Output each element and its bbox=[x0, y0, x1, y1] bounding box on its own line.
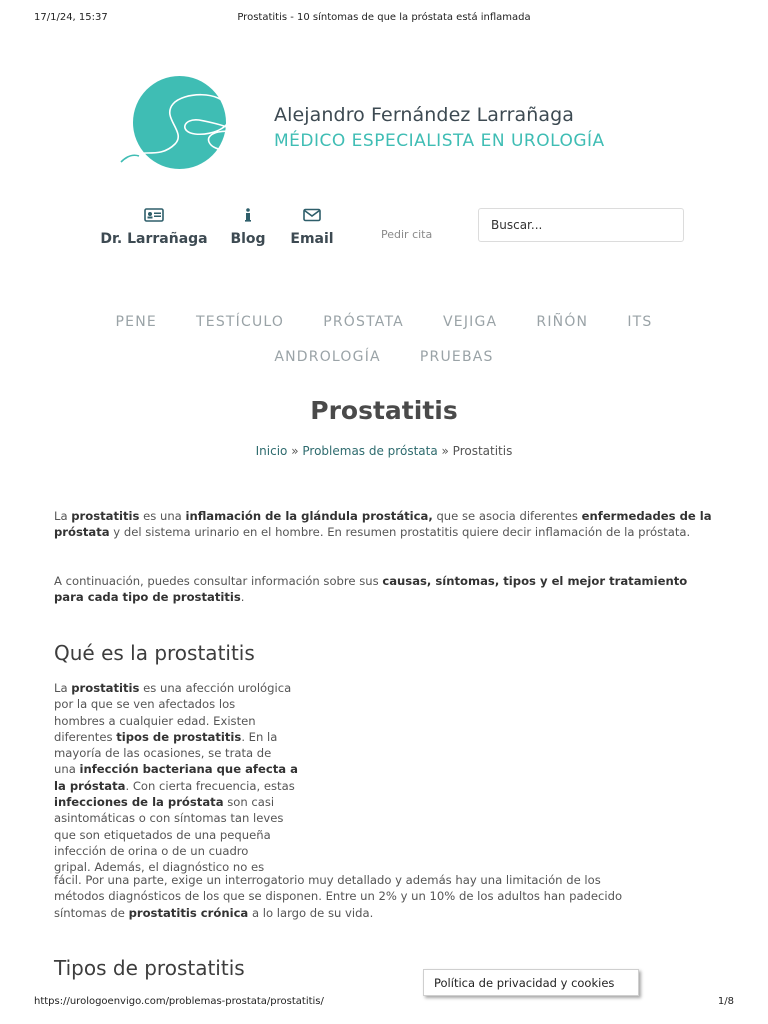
menu-item-pene[interactable]: PENE bbox=[115, 314, 157, 330]
bold-text: prostatitis bbox=[71, 509, 140, 523]
text-line bbox=[54, 778, 334, 794]
menu-item-andrologia[interactable]: ANDROLOGÍA bbox=[274, 349, 381, 365]
text-run: síntomas de bbox=[54, 905, 129, 920]
menu-item-vejiga[interactable]: VEJIGA bbox=[443, 314, 498, 330]
menu-item-prostata[interactable]: PRÓSTATA bbox=[323, 314, 404, 330]
breadcrumb-current: Prostatitis bbox=[452, 444, 513, 458]
bold-text: infecciones de la próstata bbox=[54, 795, 224, 810]
text-run: diferentes bbox=[54, 729, 117, 744]
print-header bbox=[0, 0, 768, 30]
text-line bbox=[54, 905, 716, 921]
main-menu-row-2 bbox=[0, 346, 768, 365]
search-input[interactable]: Buscar... bbox=[478, 208, 684, 242]
print-page-number: 1/8 bbox=[717, 996, 734, 1007]
text-run: . Con cierta frecuencia, estas bbox=[125, 778, 295, 793]
nav-email[interactable] bbox=[286, 206, 338, 247]
breadcrumb-parent-link[interactable]: Problemas de próstata bbox=[302, 444, 438, 458]
text-run: infección de orina o de un cuadro bbox=[54, 843, 249, 858]
text-line bbox=[54, 680, 334, 696]
bold-text: causas, síntomas, tipos y el mejor tratamiento para cada tipo de prostatitis bbox=[54, 574, 688, 604]
text-run: y del sistema urinario en el hombre. En resumen prostatitis quiere decir inflamación de la próstata. bbox=[109, 525, 691, 539]
info-icon bbox=[243, 206, 253, 224]
nav-blog[interactable] bbox=[226, 206, 270, 247]
nav-label: Blog bbox=[230, 231, 266, 247]
print-url: https://urologoenvigo.com/problemas-prostata/prostatitis/ bbox=[34, 996, 324, 1007]
page-title: Prostatitis bbox=[310, 396, 458, 425]
text-line bbox=[54, 745, 334, 761]
text-run: son casi bbox=[223, 795, 275, 810]
text-run: métodos diagnósticos de los que se disponen. Entre un 2% y un 10% de los adultos han padecido bbox=[54, 889, 623, 904]
intro-paragraph-1 bbox=[54, 508, 716, 540]
envelope-icon bbox=[303, 206, 321, 224]
text-line bbox=[54, 843, 334, 859]
text-run: por la que se ven afectados los bbox=[54, 697, 236, 712]
top-navigation bbox=[0, 206, 768, 256]
bold-text: tipos de prostatitis bbox=[116, 729, 242, 744]
print-doc-title: Prostatitis - 10 síntomas de que la próstata está inflamada bbox=[237, 12, 531, 23]
nav-label: Email bbox=[290, 231, 334, 247]
breadcrumb-separator: » bbox=[287, 444, 303, 458]
menu-item-pruebas[interactable]: PRUEBAS bbox=[419, 349, 494, 365]
bold-text: inflamación de la glándula prostática, bbox=[185, 509, 433, 523]
text-run: La bbox=[54, 509, 72, 523]
bold-text: prostatitis crónica bbox=[128, 905, 249, 920]
print-datetime: 17/1/24, 15:37 bbox=[34, 12, 108, 23]
text-run: A continuación, puedes consultar información sobre sus bbox=[54, 574, 383, 588]
text-run: que se asocia diferentes bbox=[432, 509, 582, 523]
text-run: a lo largo de su vida. bbox=[248, 905, 374, 920]
brand-subtitle: MÉDICO ESPECIALISTA EN UROLOGÍA bbox=[274, 131, 605, 151]
menu-item-rinon[interactable]: RIÑÓN bbox=[536, 314, 589, 330]
breadcrumb-home-link[interactable]: Inicio bbox=[255, 444, 288, 458]
menu-item-its[interactable]: ITS bbox=[627, 314, 653, 330]
text-run: fácil. Por una parte, exige un interrogatorio muy detallado y además hay una limitación de los bbox=[54, 873, 601, 887]
pedir-cita-link[interactable]: Pedir cita bbox=[381, 228, 433, 241]
logo-signature-icon bbox=[117, 74, 267, 174]
text-run: La bbox=[54, 681, 72, 695]
site-logo[interactable] bbox=[117, 74, 617, 174]
text-line bbox=[54, 872, 716, 888]
cookie-policy-button[interactable]: Política de privacidad y cookies bbox=[423, 969, 639, 996]
text-line bbox=[54, 888, 716, 904]
nav-dr-larranaga[interactable] bbox=[100, 206, 208, 247]
menu-item-testiculo[interactable]: TESTÍCULO bbox=[196, 314, 285, 330]
intro-paragraph-2 bbox=[54, 573, 716, 605]
bold-text: infección bacteriana que afecta a bbox=[79, 762, 298, 777]
bold-text: enfermedades de la próstata bbox=[54, 509, 712, 539]
text-line bbox=[54, 696, 334, 712]
text-run: que son etiquetados de una pequeña bbox=[54, 827, 271, 842]
text-run: . En la bbox=[241, 729, 278, 744]
text-line bbox=[54, 761, 334, 777]
text-run: . bbox=[240, 590, 245, 604]
text-line bbox=[54, 794, 334, 810]
text-line bbox=[54, 810, 334, 826]
bold-text: prostatitis bbox=[71, 681, 140, 695]
text-run: gripal. Además, el diagnóstico no es bbox=[54, 860, 265, 875]
text-run: es una afección urológica bbox=[139, 681, 292, 695]
section-1-narrow-text bbox=[54, 680, 334, 876]
section-1-wide-text bbox=[54, 872, 716, 921]
breadcrumb-separator: » bbox=[437, 444, 453, 458]
breadcrumb bbox=[0, 444, 768, 458]
text-run: hombres a cualquier edad. Existen bbox=[54, 713, 256, 728]
section-heading-tipos: Tipos de prostatitis bbox=[54, 956, 245, 980]
text-line bbox=[54, 827, 334, 843]
text-line bbox=[54, 729, 334, 745]
id-card-icon bbox=[144, 206, 164, 224]
text-run: asintomáticas o con síntomas tan leves bbox=[54, 811, 284, 826]
section-heading-que-es: Qué es la prostatitis bbox=[54, 641, 255, 665]
text-line bbox=[54, 713, 334, 729]
text-run: es una bbox=[139, 509, 186, 523]
text-run: mayoría de las ocasiones, se trata de bbox=[54, 746, 272, 761]
brand-name: Alejandro Fernández Larrañaga bbox=[274, 104, 575, 126]
nav-label: Dr. Larrañaga bbox=[100, 231, 208, 247]
bold-text: la próstata bbox=[54, 778, 126, 793]
main-menu-row-1 bbox=[0, 311, 768, 330]
text-run: una bbox=[54, 762, 80, 777]
